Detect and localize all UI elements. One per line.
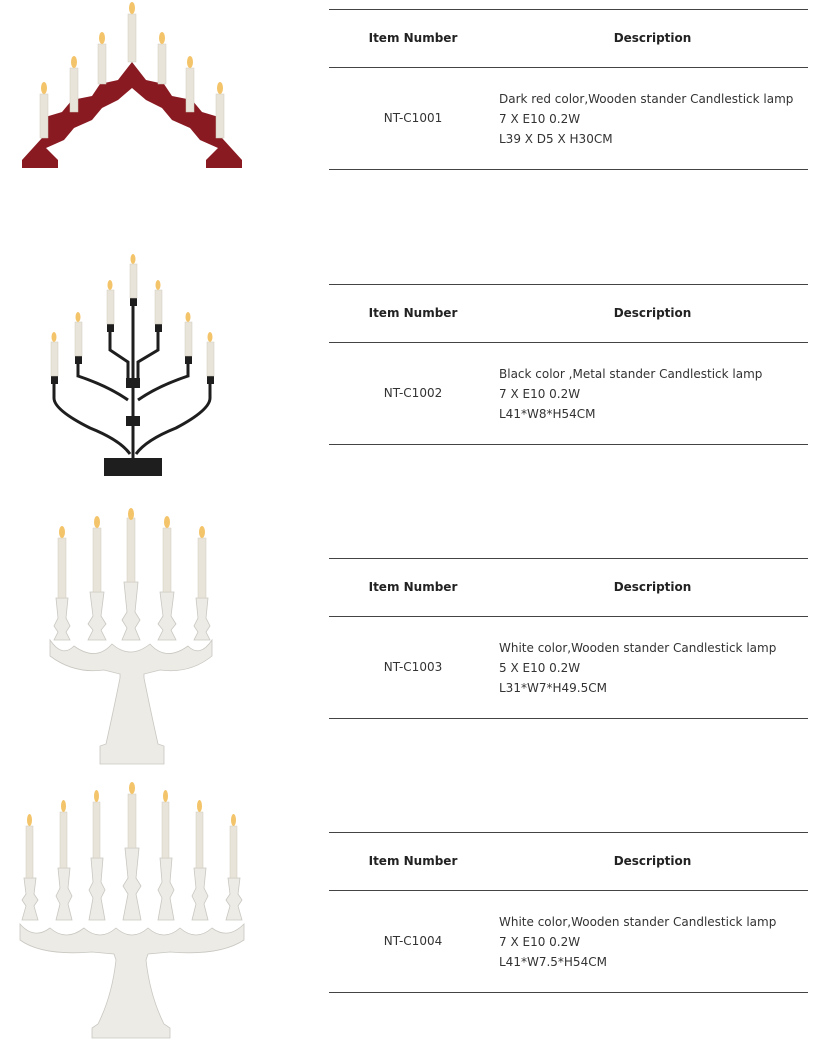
item-number: NT-C1002	[383, 386, 443, 400]
header-item-number: Item Number	[368, 580, 458, 594]
product-image-red-candle-bridge	[0, 0, 260, 262]
header-description: Description	[613, 580, 692, 594]
product-image-black-metal-candelabra	[0, 250, 260, 512]
item-number: NT-C1003	[383, 660, 443, 674]
description-line: 7 X E10 0.2W	[499, 387, 581, 401]
product-block	[0, 0, 825, 262]
table-rule	[329, 9, 808, 10]
description-line: 7 X E10 0.2W	[499, 112, 581, 126]
description-line: L31*W7*H49.5CM	[499, 681, 607, 695]
table-rule	[329, 284, 808, 285]
table-rule	[329, 616, 808, 617]
table-rule	[329, 342, 808, 343]
product-image-white-5-candle	[0, 508, 260, 770]
table-rule	[329, 169, 808, 170]
table-rule	[329, 890, 808, 891]
header-description: Description	[613, 31, 692, 45]
description-line: 5 X E10 0.2W	[499, 661, 581, 675]
table-rule	[329, 718, 808, 719]
table-rule	[329, 832, 808, 833]
product-block	[0, 508, 825, 770]
table-rule	[329, 992, 808, 993]
description	[499, 364, 762, 424]
item-number: NT-C1004	[383, 934, 443, 948]
description-line: L39 X D5 X H30CM	[499, 132, 613, 146]
header-item-number: Item Number	[368, 306, 458, 320]
table-rule	[329, 444, 808, 445]
header-description: Description	[613, 306, 692, 320]
description-line: Black color ,Metal stander Candlestick lamp	[499, 367, 763, 381]
description-line: L41*W8*H54CM	[499, 407, 596, 421]
table-rule	[329, 67, 808, 68]
product-block	[0, 250, 825, 512]
header-description: Description	[613, 854, 692, 868]
description-line: L41*W7.5*H54CM	[499, 955, 607, 969]
header-item-number: Item Number	[368, 854, 458, 868]
description-line: White color,Wooden stander Candlestick lamp	[499, 915, 777, 929]
product-block	[0, 782, 825, 1044]
header-item-number: Item Number	[368, 31, 458, 45]
description-line: White color,Wooden stander Candlestick lamp	[499, 641, 777, 655]
description	[499, 638, 776, 698]
table-rule	[329, 558, 808, 559]
description-line: Dark red color,Wooden stander Candlestick lamp	[499, 92, 794, 106]
item-number: NT-C1001	[383, 111, 443, 125]
description	[499, 912, 776, 972]
product-image-white-7-candle	[0, 782, 260, 1044]
description	[499, 89, 793, 149]
description-line: 7 X E10 0.2W	[499, 935, 581, 949]
